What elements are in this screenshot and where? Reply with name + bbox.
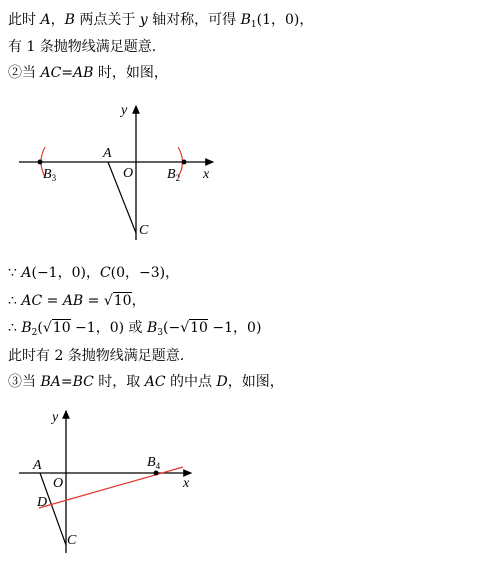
point-b2	[182, 160, 187, 165]
text-segment: 时，取	[93, 374, 145, 390]
subscript: 3	[157, 328, 163, 338]
text-segment: 时，如图，	[93, 65, 168, 81]
equation: AC = AB =	[21, 293, 104, 309]
subscript: 2	[31, 328, 38, 338]
sqrt-sign: √	[42, 320, 52, 336]
coordinate-text: (0，−3)，	[110, 265, 180, 281]
x-axis-label: x	[203, 167, 210, 182]
text-segment: (−	[163, 320, 181, 336]
origin-label: O	[53, 476, 64, 491]
point-a-label: A	[33, 458, 42, 473]
point-label: A	[21, 265, 32, 281]
text-segment: −1，0)	[207, 320, 262, 336]
point-a-label: A	[103, 146, 112, 161]
y-axis-label: y	[52, 410, 59, 425]
because-symbol: ∵	[8, 265, 22, 281]
x-axis-label: x	[183, 476, 190, 491]
text-line-5	[8, 292, 146, 310]
point-label: B	[21, 320, 32, 336]
text-segment: (	[37, 320, 43, 336]
coordinate-text: (1，0)，	[256, 12, 314, 28]
point-b2-label: $B_2$	[167, 167, 181, 183]
text-segment: ，	[131, 293, 146, 309]
point-label: D	[216, 374, 228, 390]
point-b3	[38, 160, 43, 165]
radicand: 10	[52, 320, 71, 336]
segment-label: AC	[144, 374, 166, 390]
radicand: 10	[190, 320, 208, 336]
point-c-label: C	[67, 533, 77, 548]
therefore-symbol: ∴	[8, 293, 22, 309]
text-line-6	[8, 319, 261, 342]
point-label: B	[240, 12, 251, 28]
text-segment: 有 1 条抛物线满足题意.	[8, 39, 157, 55]
point-label: B	[64, 12, 75, 28]
point-label: B	[146, 320, 158, 336]
therefore-symbol: ∴	[8, 320, 22, 336]
y-axis-label: y	[121, 103, 128, 118]
text-line-1	[8, 11, 313, 34]
text-line-7	[8, 347, 184, 365]
text-segment: ，如图，	[227, 374, 284, 390]
coordinate-text: (−1，0)，	[31, 265, 100, 281]
figure-1	[15, 100, 245, 245]
text-segment: 此时有 2 条抛物线满足题意.	[8, 348, 185, 364]
text-line-2	[8, 38, 156, 56]
point-label: A	[40, 12, 51, 28]
text-segment: 的中点	[165, 374, 217, 390]
point-c-label: C	[139, 223, 149, 238]
point-b4	[154, 471, 159, 476]
text-segment: 两点关于	[74, 12, 140, 28]
case-marker: ②当	[8, 65, 41, 81]
text-line-3	[8, 64, 168, 82]
axis-label: y	[139, 12, 148, 28]
text-segment: ，	[50, 12, 65, 28]
text-line-8	[8, 373, 284, 391]
point-d-label: D	[37, 495, 48, 510]
condition: AC=AB	[40, 65, 94, 81]
sqrt-sign: √	[180, 320, 190, 336]
text-segment: −1，0) 或	[70, 320, 147, 336]
condition: BA=BC	[40, 374, 94, 390]
origin-label: O	[123, 166, 134, 181]
point-label: C	[99, 265, 111, 281]
point-b4-label: $B_4$	[147, 455, 161, 471]
case-marker: ③当	[8, 374, 41, 390]
sqrt-sign: √	[103, 293, 113, 309]
radicand: 10	[113, 293, 132, 309]
figure-2	[15, 405, 215, 555]
point-b3-label: $B_3$	[43, 167, 57, 183]
text-segment: 此时	[8, 12, 41, 28]
subscript: 1	[250, 20, 257, 30]
text-line-4	[8, 264, 179, 282]
text-segment: 轴对称，可得	[147, 12, 241, 28]
